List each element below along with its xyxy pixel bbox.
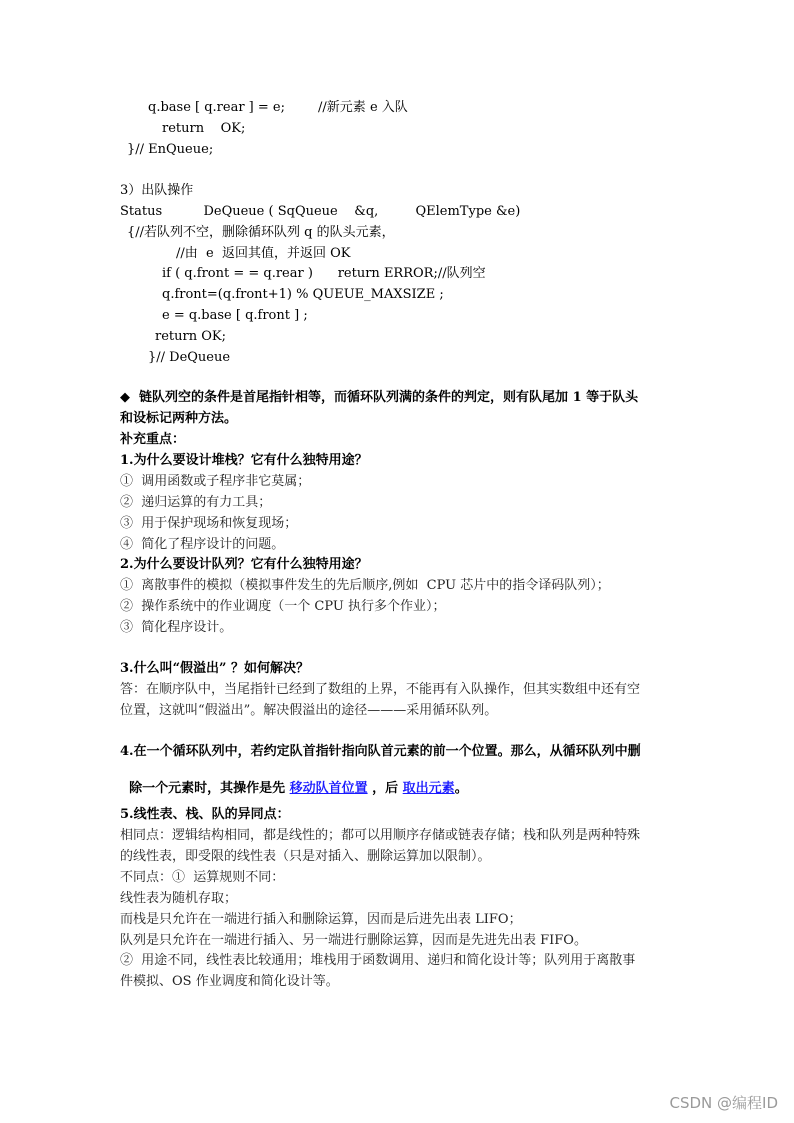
section-heading: 3）出队操作 <box>120 183 194 198</box>
code-line: }// EnQueue; <box>127 142 214 157</box>
code-line: Status DeQueue ( SqQueue &q, QElemType &e) <box>120 204 521 219</box>
code-line: q.base [ q.rear ] = e; //新元素 e 入队 <box>148 100 408 115</box>
note-line: 和设标记两种方法。 <box>120 411 238 426</box>
body-line: 的线性表，即受限的线性表（只是对插入、删除运算加以限制）。 <box>120 849 491 864</box>
list-item: ④ 简化了程序设计的问题。 <box>120 537 285 552</box>
code-line: e = q.base [ q.front ] ; <box>162 308 308 323</box>
body-line: 相同点：逻辑结构相同，都是线性的；都可以用顺序存储或链表存储；栈和队列是两种特殊 <box>120 828 641 843</box>
code-line: if ( q.front = = q.rear ) return ERROR;//队列空 <box>162 266 486 281</box>
code-line: //由 e 返回其值，并返回 OK <box>176 246 351 261</box>
list-item: ① 离散事件的模拟（模拟事件发生的先后顺序,例如 CPU 芯片中的指令译码队列）； <box>120 578 610 593</box>
code-line: {//若队列不空，删除循环队列 q 的队头元素， <box>127 225 395 240</box>
question-4: 4.在一个循环队列中，若约定队首指针指向队首元素的前一个位置。那么，从循环队列中删 <box>120 744 641 759</box>
question-2: 2.为什么要设计队列？它有什么独特用途？ <box>120 557 368 572</box>
supplement-title: 补充重点： <box>120 432 186 447</box>
body-line: 件模拟、OS 作业调度和简化设计等。 <box>120 974 339 989</box>
list-item: ③ 用于保护现场和恢复现场； <box>120 516 298 531</box>
question-4-text: ，后 <box>367 781 403 796</box>
code-line: return OK; <box>155 329 226 344</box>
list-item: ③ 简化程序设计。 <box>120 620 233 635</box>
question-4-text: 除一个元素时，其操作是先 <box>129 781 290 796</box>
body-line: 队列是只允许在一端进行插入、另一端进行删除运算，因而是先进先出表 FIFO。 <box>120 933 587 948</box>
question-4-text: 。 <box>454 781 468 796</box>
code-line: return OK; <box>162 121 246 136</box>
question-1: 1.为什么要设计堆栈？它有什么独特用途？ <box>120 453 368 468</box>
question-3: 3.什么叫“假溢出” ？如何解决？ <box>120 661 310 676</box>
code-line: q.front=(q.front+1) % QUEUE_MAXSIZE ; <box>162 287 444 302</box>
answer-link-move-front[interactable]: 移动队首位置 <box>289 781 368 796</box>
list-item: ① 调用函数或子程序非它莫属； <box>120 474 311 489</box>
body-line: 线性表为随机存取； <box>120 891 238 906</box>
body-line: 而栈是只允许在一端进行插入和删除运算，因而是后进先出表 LIFO； <box>120 912 522 927</box>
answer-line: 答：在顺序队中，当尾指针已经到了数组的上界，不能再有入队操作，但其实数组中还有空 <box>120 682 641 697</box>
body-line: ② 用途不同，线性表比较通用；堆栈用于函数调用、递归和简化设计等；队列用于离散事 <box>120 953 636 968</box>
question-4-line2 <box>120 765 468 797</box>
answer-link-take-element[interactable]: 取出元素 <box>402 781 455 796</box>
question-5: 5.线性表、栈、队的异同点： <box>120 807 290 822</box>
list-item: ② 递归运算的有力工具； <box>120 495 272 510</box>
watermark: CSDN @编程ID <box>669 1094 778 1112</box>
answer-line: 位置，这就叫“假溢出”。解决假溢出的途径———采用循环队列。 <box>120 703 498 718</box>
list-item: ② 操作系统中的作业调度（一个 CPU 执行多个作业）； <box>120 599 446 614</box>
body-line: 不同点：① 运算规则不同： <box>120 870 285 885</box>
code-line: }// DeQueue <box>148 350 231 365</box>
note-line: ◆ 链队列空的条件是首尾指针相等，而循环队列满的条件的判定，则有队尾加 1 等于队头 <box>120 390 639 405</box>
